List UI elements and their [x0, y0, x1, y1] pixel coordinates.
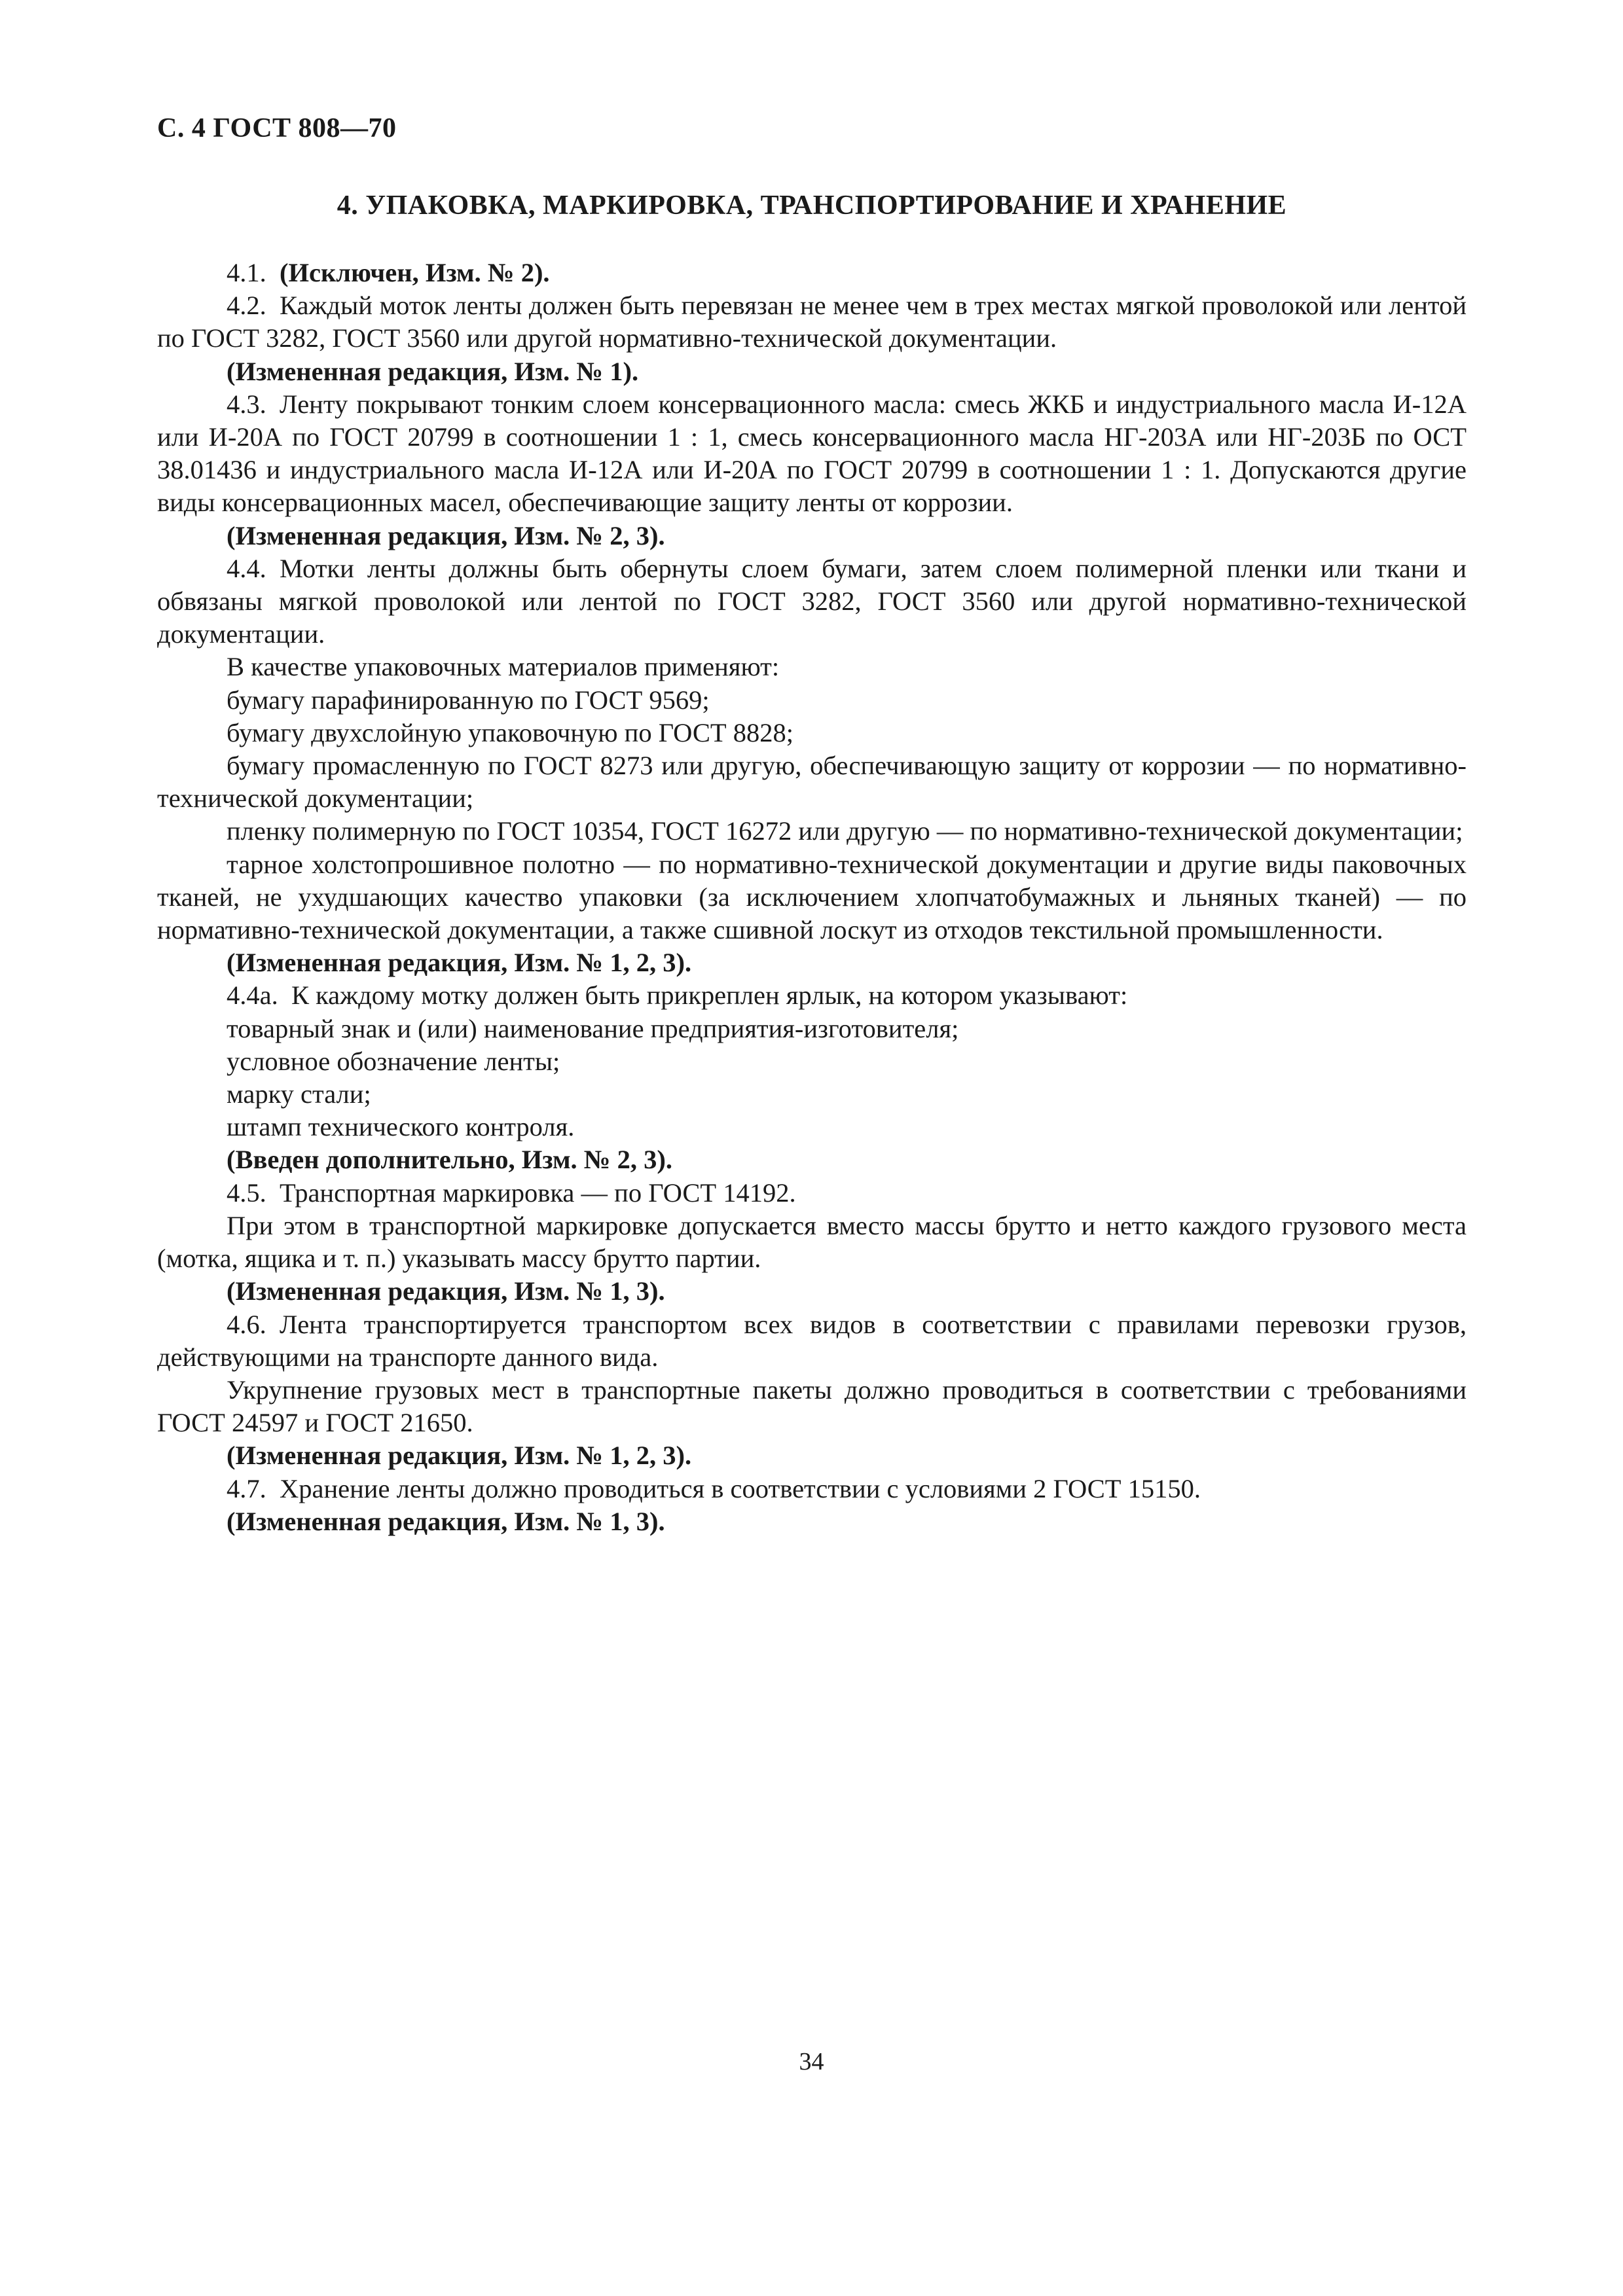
clause-text: бумагу двухслойную упаковочную по ГОСТ 8828; — [227, 717, 794, 747]
body-paragraph — [157, 1045, 1467, 1078]
clause-number: 4.3. — [227, 389, 266, 419]
clause-paragraph — [157, 552, 1467, 651]
body-paragraph — [157, 1374, 1467, 1439]
clause-text: Лента транспортируется транспортом всех видов в соответствии с правилами перевозки грузов, действующими на транспорте данного вида. — [157, 1309, 1467, 1372]
clause-text: Мотки ленты должны быть обернуты слоем бумаги, затем слоем полимерной пленки или ткани и обвязаны мягкой проволокой или лентой по ГОСТ 3282, ГОСТ 3560 или другой нормативно-технической документации. — [157, 553, 1467, 649]
page-number: 34 — [799, 2048, 824, 2075]
clause-number: 4.5. — [227, 1177, 266, 1208]
clause-paragraph — [157, 289, 1467, 355]
body-paragraph — [157, 815, 1467, 848]
body-paragraph — [157, 1078, 1467, 1111]
clause-text: При этом в транспортной маркировке допускается вместо массы брутто и нетто каждого грузового места (мотка, ящика и т. п.) указывать массу брутто партии. — [157, 1210, 1467, 1274]
section-title: 4. УПАКОВКА, МАРКИРОВКА, ТРАНСПОРТИРОВАНИЕ И ХРАНЕНИЕ — [337, 190, 1287, 221]
amendment-note: (Измененная редакция, Изм. № 1, 2, 3). — [227, 1441, 692, 1471]
body-paragraph — [157, 848, 1467, 947]
amendment-note: (Измененная редакция, Изм. № 1). — [227, 356, 639, 386]
amendment-note: (Измененная редакция, Изм. № 1, 2, 3). — [227, 948, 692, 978]
clause-text: К каждому мотку должен быть прикреплен ярлык, на котором указывают: — [291, 980, 1128, 1011]
clause-paragraph — [157, 1473, 1467, 1505]
clause-number: 4.4. — [227, 553, 266, 583]
amendment-note: (Измененная редакция, Изм. № 2, 3). — [227, 520, 665, 550]
clause-text: пленку полимерную по ГОСТ 10354, ГОСТ 16272 или другую — по нормативно-технической документации; — [227, 816, 1463, 846]
running-head: С. 4 ГОСТ 808—70 — [157, 113, 397, 143]
clause-text: тарное холстопрошивное полотно — по нормативно-технической документации и другие виды паковочных тканей, не ухудшающих качество упаковки (за исключением хлопчатобумажных и льняных тканей) — по нормативно-технической документации, а также сшивной лоскут из отходов текстильной промышленности. — [157, 849, 1467, 945]
clause-text: штамп технического контроля. — [227, 1112, 575, 1142]
amendment-note: (Введен дополнительно, Изм. № 2, 3). — [227, 1145, 672, 1175]
amendment-note: (Исключен, Изм. № 2). — [280, 258, 550, 287]
clause-text: условное обозначение ленты; — [227, 1046, 560, 1076]
clause-text: марку стали; — [227, 1079, 371, 1109]
clause-paragraph — [157, 388, 1467, 520]
clause-text: Ленту покрывают тонким слоем консервационного масла: смесь ЖКБ и индустриального масла И-12А или И-20А по ГОСТ 20799 в соотношении 1 : 1, смесь консервационного масла НГ-203А или НГ-203Б по ОСТ 38.01436 и индустриального масла И-12А или И-20А по ГОСТ 20799 в соотношении 1 : 1. Допускаются другие виды консервационных масел, обеспечивающие защиту ленты от коррозии. — [157, 389, 1467, 518]
clause-text: В качестве упаковочных материалов применяют: — [227, 652, 780, 682]
clause-paragraph — [157, 1177, 1467, 1210]
body-paragraph — [157, 1111, 1467, 1143]
clause-paragraph — [157, 1308, 1467, 1374]
clause-number: 4.6. — [227, 1309, 266, 1339]
amendment-note: (Измененная редакция, Изм. № 1, 3). — [227, 1506, 665, 1536]
clause-text: Хранение ленты должно проводиться в соответствии с условиями 2 ГОСТ 15150. — [280, 1473, 1201, 1503]
clause-paragraph — [157, 979, 1467, 1012]
amendment-note: (Измененная редакция, Изм. № 1, 3). — [227, 1276, 665, 1306]
clause-text: бумагу парафинированную по ГОСТ 9569; — [227, 685, 710, 715]
clause-number: 4.2. — [227, 291, 266, 321]
body-paragraph — [157, 1210, 1467, 1275]
section-body — [157, 257, 1467, 1538]
body-paragraph — [157, 749, 1467, 815]
clause-text: бумагу промасленную по ГОСТ 8273 или другую, обеспечивающую защиту от коррозии — по нормативно-технической документации; — [157, 751, 1467, 814]
body-paragraph — [157, 684, 1467, 717]
body-paragraph — [157, 651, 1467, 683]
body-paragraph — [157, 717, 1467, 749]
clause-number: 4.4а. — [227, 980, 278, 1011]
body-paragraph — [157, 1013, 1467, 1045]
clause-number: 4.1. — [227, 258, 266, 287]
clause-text: Транспортная маркировка — по ГОСТ 14192. — [280, 1177, 796, 1208]
clause-text: товарный знак и (или) наименование предприятия-изготовителя; — [227, 1013, 959, 1043]
clause-text: Укрупнение грузовых мест в транспортные пакеты должно проводиться в соответствии с требованиями ГОСТ 24597 и ГОСТ 21650. — [157, 1374, 1467, 1438]
clause-text: Каждый моток ленты должен быть перевязан не менее чем в трех местах мягкой проволокой или лентой по ГОСТ 3282, ГОСТ 3560 или другой нормативно-технической документации. — [157, 291, 1467, 353]
clause-number: 4.7. — [227, 1473, 266, 1503]
clause-paragraph — [157, 257, 1467, 289]
